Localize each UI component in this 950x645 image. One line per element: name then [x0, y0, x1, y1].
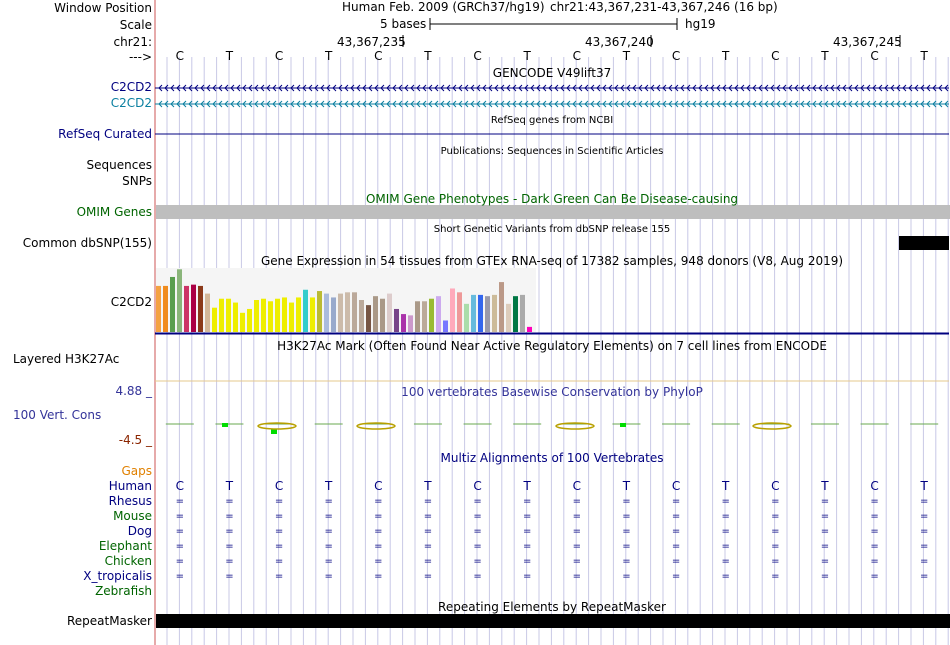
gtex-bar [170, 277, 175, 332]
track-label-cons[interactable]: 100 Vert. Cons [13, 408, 102, 422]
multiz-match: = [473, 541, 482, 552]
multiz-match: = [522, 496, 532, 507]
multiz-match: = [870, 526, 879, 537]
multiz-match: = [324, 556, 333, 567]
ruler-tick-1: 43,367,235 [337, 35, 406, 49]
gtex-bar [380, 299, 385, 332]
multiz-match: = [671, 526, 681, 537]
cons-peak [271, 429, 277, 434]
multiz-match: = [771, 496, 780, 507]
cons-peak [620, 423, 626, 427]
gtex-bar [233, 303, 238, 332]
multiz-match: = [870, 511, 879, 522]
gtex-bar [450, 288, 455, 332]
multiz-match: = [572, 556, 582, 567]
gtex-bar [240, 313, 245, 332]
multiz-match: = [225, 571, 234, 582]
multiz-match: = [225, 526, 234, 537]
gtex-bar [352, 292, 357, 332]
gtex-bar [212, 308, 217, 332]
track-label-publications[interactable]: Sequences [86, 158, 152, 172]
assembly-text: Human Feb. 2009 (GRCh37/hg19) [342, 0, 545, 14]
gtex-bar [261, 299, 266, 332]
multiz-match: = [572, 496, 582, 507]
title-repeatmasker: Repeating Elements by RepeatMasker [438, 600, 666, 614]
species-label[interactable]: Zebrafish [95, 584, 152, 598]
multiz-match: = [423, 526, 433, 537]
multiz-match: = [870, 556, 879, 567]
multiz-match: = [721, 556, 730, 567]
gtex-bar [499, 282, 504, 332]
multiz-match: = [771, 556, 780, 567]
multiz-match: = [919, 571, 929, 582]
gtex-bar [163, 286, 168, 332]
gtex-bar [422, 301, 427, 332]
title-publications: Publications: Sequences in Scientific Articles [440, 146, 664, 157]
multiz-match: = [919, 511, 929, 522]
gtex-bar [184, 286, 189, 332]
multiz-match: = [671, 556, 681, 567]
track-label-refseq[interactable]: RefSeq Curated [58, 127, 152, 141]
multiz-human-base: C [870, 479, 879, 493]
track-label-gtex[interactable]: C2CD2 [110, 295, 152, 309]
cons-min-label: -4.5 _ [118, 433, 152, 447]
multiz-match: = [771, 526, 780, 537]
gtex-bar [457, 292, 462, 332]
multiz-match: = [225, 556, 234, 567]
gtex-bar [471, 295, 476, 332]
multiz-human-base: T [622, 479, 631, 493]
gtex-bar [436, 296, 441, 332]
gtex-bar [415, 301, 420, 332]
multiz-match: = [274, 526, 284, 537]
gtex-bar [345, 292, 350, 332]
multiz-match: = [473, 571, 482, 582]
multiz-match: = [721, 541, 730, 552]
gtex-bar [310, 297, 315, 332]
track-label-dbsnp[interactable]: Common dbSNP(155) [22, 236, 152, 250]
multiz-match: = [423, 556, 433, 567]
cons-peak [222, 423, 228, 427]
multiz-match: = [771, 511, 780, 522]
base-letter: C [274, 49, 284, 63]
gtex-bar [289, 303, 294, 332]
gtex-bar [520, 295, 525, 332]
gtex-bar [205, 294, 210, 332]
base-letter: T [225, 49, 234, 63]
position-text: chr21:43,367,231-43,367,246 (16 bp) [550, 0, 778, 14]
multiz-match: = [225, 496, 234, 507]
multiz-match: = [175, 511, 185, 522]
gtex-bar [506, 304, 511, 332]
gtex-bar [373, 296, 378, 332]
base-letter: C [870, 49, 879, 63]
multiz-human-base: T [523, 479, 531, 493]
multiz-match: = [324, 571, 333, 582]
multiz-match: = [572, 571, 582, 582]
multiz-match: = [820, 511, 830, 522]
multiz-match: = [572, 511, 582, 522]
multiz-match: = [671, 496, 681, 507]
base-letter: T [424, 49, 432, 63]
gtex-bar [429, 299, 434, 332]
multiz-match: = [423, 496, 433, 507]
multiz-match: = [771, 541, 780, 552]
gtex-bar [513, 296, 518, 332]
strand-label: ---> [128, 50, 152, 64]
multiz-match: = [622, 541, 631, 552]
gtex-bar [275, 299, 280, 332]
gtex-bar [191, 285, 196, 332]
gtex-bar [177, 269, 182, 332]
multiz-match: = [175, 541, 185, 552]
gtex-bar [527, 327, 532, 332]
gtex-bar [366, 305, 371, 332]
gtex-bar [464, 304, 469, 332]
gtex-bar [338, 294, 343, 332]
gtex-bar [324, 294, 329, 332]
multiz-human-base: T [225, 479, 234, 493]
title-refseq: RefSeq genes from NCBI [490, 115, 614, 126]
track-label-gencode-2[interactable]: C2CD2 [110, 96, 152, 110]
multiz-human-base: C [771, 479, 780, 493]
multiz-match: = [175, 571, 185, 582]
multiz-match: = [919, 496, 929, 507]
gtex-bar [387, 294, 392, 332]
gtex-bar [226, 299, 231, 332]
multiz-match: = [473, 496, 482, 507]
gtex-bar [198, 286, 203, 332]
multiz-match: = [522, 541, 532, 552]
multiz-human-base: T [722, 479, 730, 493]
multiz-match: = [324, 496, 333, 507]
multiz-match: = [374, 511, 383, 522]
ruler-tick-2: 43,367,240 [585, 35, 654, 49]
base-letter: C [473, 49, 482, 63]
base-letter: T [920, 49, 928, 63]
gtex-bar [219, 299, 224, 332]
multiz-match: = [423, 571, 433, 582]
multiz-match: = [423, 511, 433, 522]
gtex-bar [303, 290, 308, 332]
window-position-label: Window Position [54, 1, 152, 15]
scale-bases-text: 5 bases [380, 17, 427, 31]
ruler-tick-3: 43,367,245 [833, 35, 902, 49]
multiz-human-base: C [671, 479, 681, 493]
gtex-bar [331, 297, 336, 332]
cons-max-label: 4.88 _ [115, 384, 152, 398]
base-letter: T [325, 49, 333, 63]
gaps-label: Gaps [121, 464, 152, 478]
scale-label: Scale [119, 18, 152, 32]
multiz-human-base: C [572, 479, 582, 493]
multiz-match: = [771, 571, 780, 582]
multiz-match: = [622, 496, 631, 507]
repeatmasker-bar [156, 614, 950, 628]
gtex-bar [156, 286, 161, 332]
title-gtex: Gene Expression in 54 tissues from GTEx RNA-seq of 17382 samples, 948 donors (V8, Aug 2019) [260, 254, 844, 268]
multiz-match: = [324, 541, 333, 552]
multiz-match: = [473, 511, 482, 522]
multiz-match: = [225, 541, 234, 552]
multiz-match: = [919, 526, 929, 537]
gtex-bar [492, 295, 497, 332]
multiz-match: = [820, 541, 830, 552]
multiz-match: = [225, 511, 234, 522]
multiz-match: = [622, 511, 631, 522]
multiz-match: = [274, 556, 284, 567]
base-letter: C [771, 49, 780, 63]
base-letter: T [622, 49, 631, 63]
species-label[interactable]: Rhesus [108, 494, 152, 508]
multiz-human-base: T [325, 479, 333, 493]
multiz-match: = [572, 541, 582, 552]
multiz-match: = [324, 511, 333, 522]
multiz-match: = [175, 496, 185, 507]
title-multiz: Multiz Alignments of 100 Vertebrates [440, 451, 664, 465]
gtex-bar [282, 297, 287, 332]
species-label[interactable]: X_tropicalis [83, 569, 152, 583]
multiz-match: = [721, 571, 730, 582]
multiz-match: = [274, 541, 284, 552]
multiz-match: = [274, 571, 284, 582]
title-dbsnp: Short Genetic Variants from dbSNP release 155 [433, 224, 671, 235]
gtex-bar [408, 315, 413, 332]
multiz-match: = [473, 556, 482, 567]
multiz-human-base: C [175, 479, 185, 493]
multiz-match: = [820, 556, 830, 567]
multiz-match: = [721, 511, 730, 522]
gtex-bar [394, 309, 399, 332]
multiz-match: = [522, 571, 532, 582]
track-label-h3k27ac[interactable]: Layered H3K27Ac [13, 352, 120, 366]
species-label[interactable]: Chicken [104, 554, 152, 568]
gtex-bar [359, 300, 364, 332]
multiz-match: = [522, 556, 532, 567]
gtex-bar [296, 297, 301, 332]
scale-db-text: hg19 [685, 17, 716, 31]
multiz-human-base: T [821, 479, 829, 493]
gtex-bar [443, 320, 448, 332]
multiz-match: = [572, 526, 582, 537]
base-letter: C [175, 49, 185, 63]
multiz-match: = [522, 511, 532, 522]
multiz-match: = [919, 541, 929, 552]
dbsnp-feature [899, 236, 949, 250]
multiz-match: = [671, 511, 681, 522]
multiz-match: = [175, 556, 185, 567]
base-letter: C [374, 49, 383, 63]
multiz-match: = [919, 556, 929, 567]
gtex-bar [485, 296, 490, 332]
multiz-match: = [274, 496, 284, 507]
base-letter: T [821, 49, 829, 63]
multiz-match: = [175, 526, 185, 537]
multiz-match: = [324, 526, 333, 537]
track-label-omim[interactable]: OMIM Genes [76, 205, 152, 219]
multiz-match: = [671, 541, 681, 552]
multiz-match: = [820, 496, 830, 507]
title-gencode: GENCODE V49lift37 [492, 66, 612, 80]
multiz-match: = [423, 541, 433, 552]
gtex-bar [247, 309, 252, 332]
track-label-repeatmasker[interactable]: RepeatMasker [66, 614, 152, 628]
multiz-match: = [522, 526, 532, 537]
multiz-match: = [870, 571, 879, 582]
multiz-match: = [721, 526, 730, 537]
multiz-match: = [870, 496, 879, 507]
multiz-match: = [374, 541, 383, 552]
multiz-human-base: T [424, 479, 432, 493]
track-label-snps[interactable]: SNPs [122, 174, 152, 188]
track-label-gencode-1[interactable]: C2CD2 [110, 80, 152, 94]
multiz-match: = [622, 556, 631, 567]
multiz-match: = [820, 571, 830, 582]
title-omim: OMIM Gene Phenotypes - Dark Green Can Be Disease-causing [365, 192, 739, 206]
gtex-bar [401, 314, 406, 332]
multiz-match: = [622, 571, 631, 582]
species-label[interactable]: Dog [127, 524, 152, 538]
multiz-match: = [870, 541, 879, 552]
multiz-match: = [820, 526, 830, 537]
multiz-match: = [374, 526, 383, 537]
gtex-bar [478, 295, 483, 332]
omim-bar [156, 205, 950, 219]
multiz-human-base: C [374, 479, 383, 493]
gtex-bar [317, 291, 322, 332]
gtex-bar [268, 301, 273, 332]
species-label[interactable]: Human [108, 479, 152, 493]
multiz-match: = [374, 571, 383, 582]
multiz-match: = [671, 571, 681, 582]
species-label[interactable]: Mouse [113, 509, 152, 523]
multiz-human-base: C [473, 479, 482, 493]
multiz-match: = [374, 556, 383, 567]
multiz-human-base: T [920, 479, 928, 493]
multiz-human-base: C [274, 479, 284, 493]
title-cons: 100 vertebrates Basewise Conservation by PhyloP [401, 385, 703, 399]
species-label[interactable]: Elephant [98, 539, 152, 553]
chrom-label: chr21: [113, 35, 152, 49]
base-letter: C [671, 49, 681, 63]
gtex-bar [254, 300, 259, 332]
multiz-match: = [473, 526, 482, 537]
base-letter: C [572, 49, 582, 63]
multiz-match: = [721, 496, 730, 507]
title-h3k27ac: H3K27Ac Mark (Often Found Near Active Regulatory Elements) on 7 cell lines from ENCODE [277, 339, 827, 353]
base-letter: T [722, 49, 730, 63]
multiz-match: = [374, 496, 383, 507]
multiz-match: = [274, 511, 284, 522]
base-letter: T [523, 49, 531, 63]
multiz-match: = [622, 526, 631, 537]
